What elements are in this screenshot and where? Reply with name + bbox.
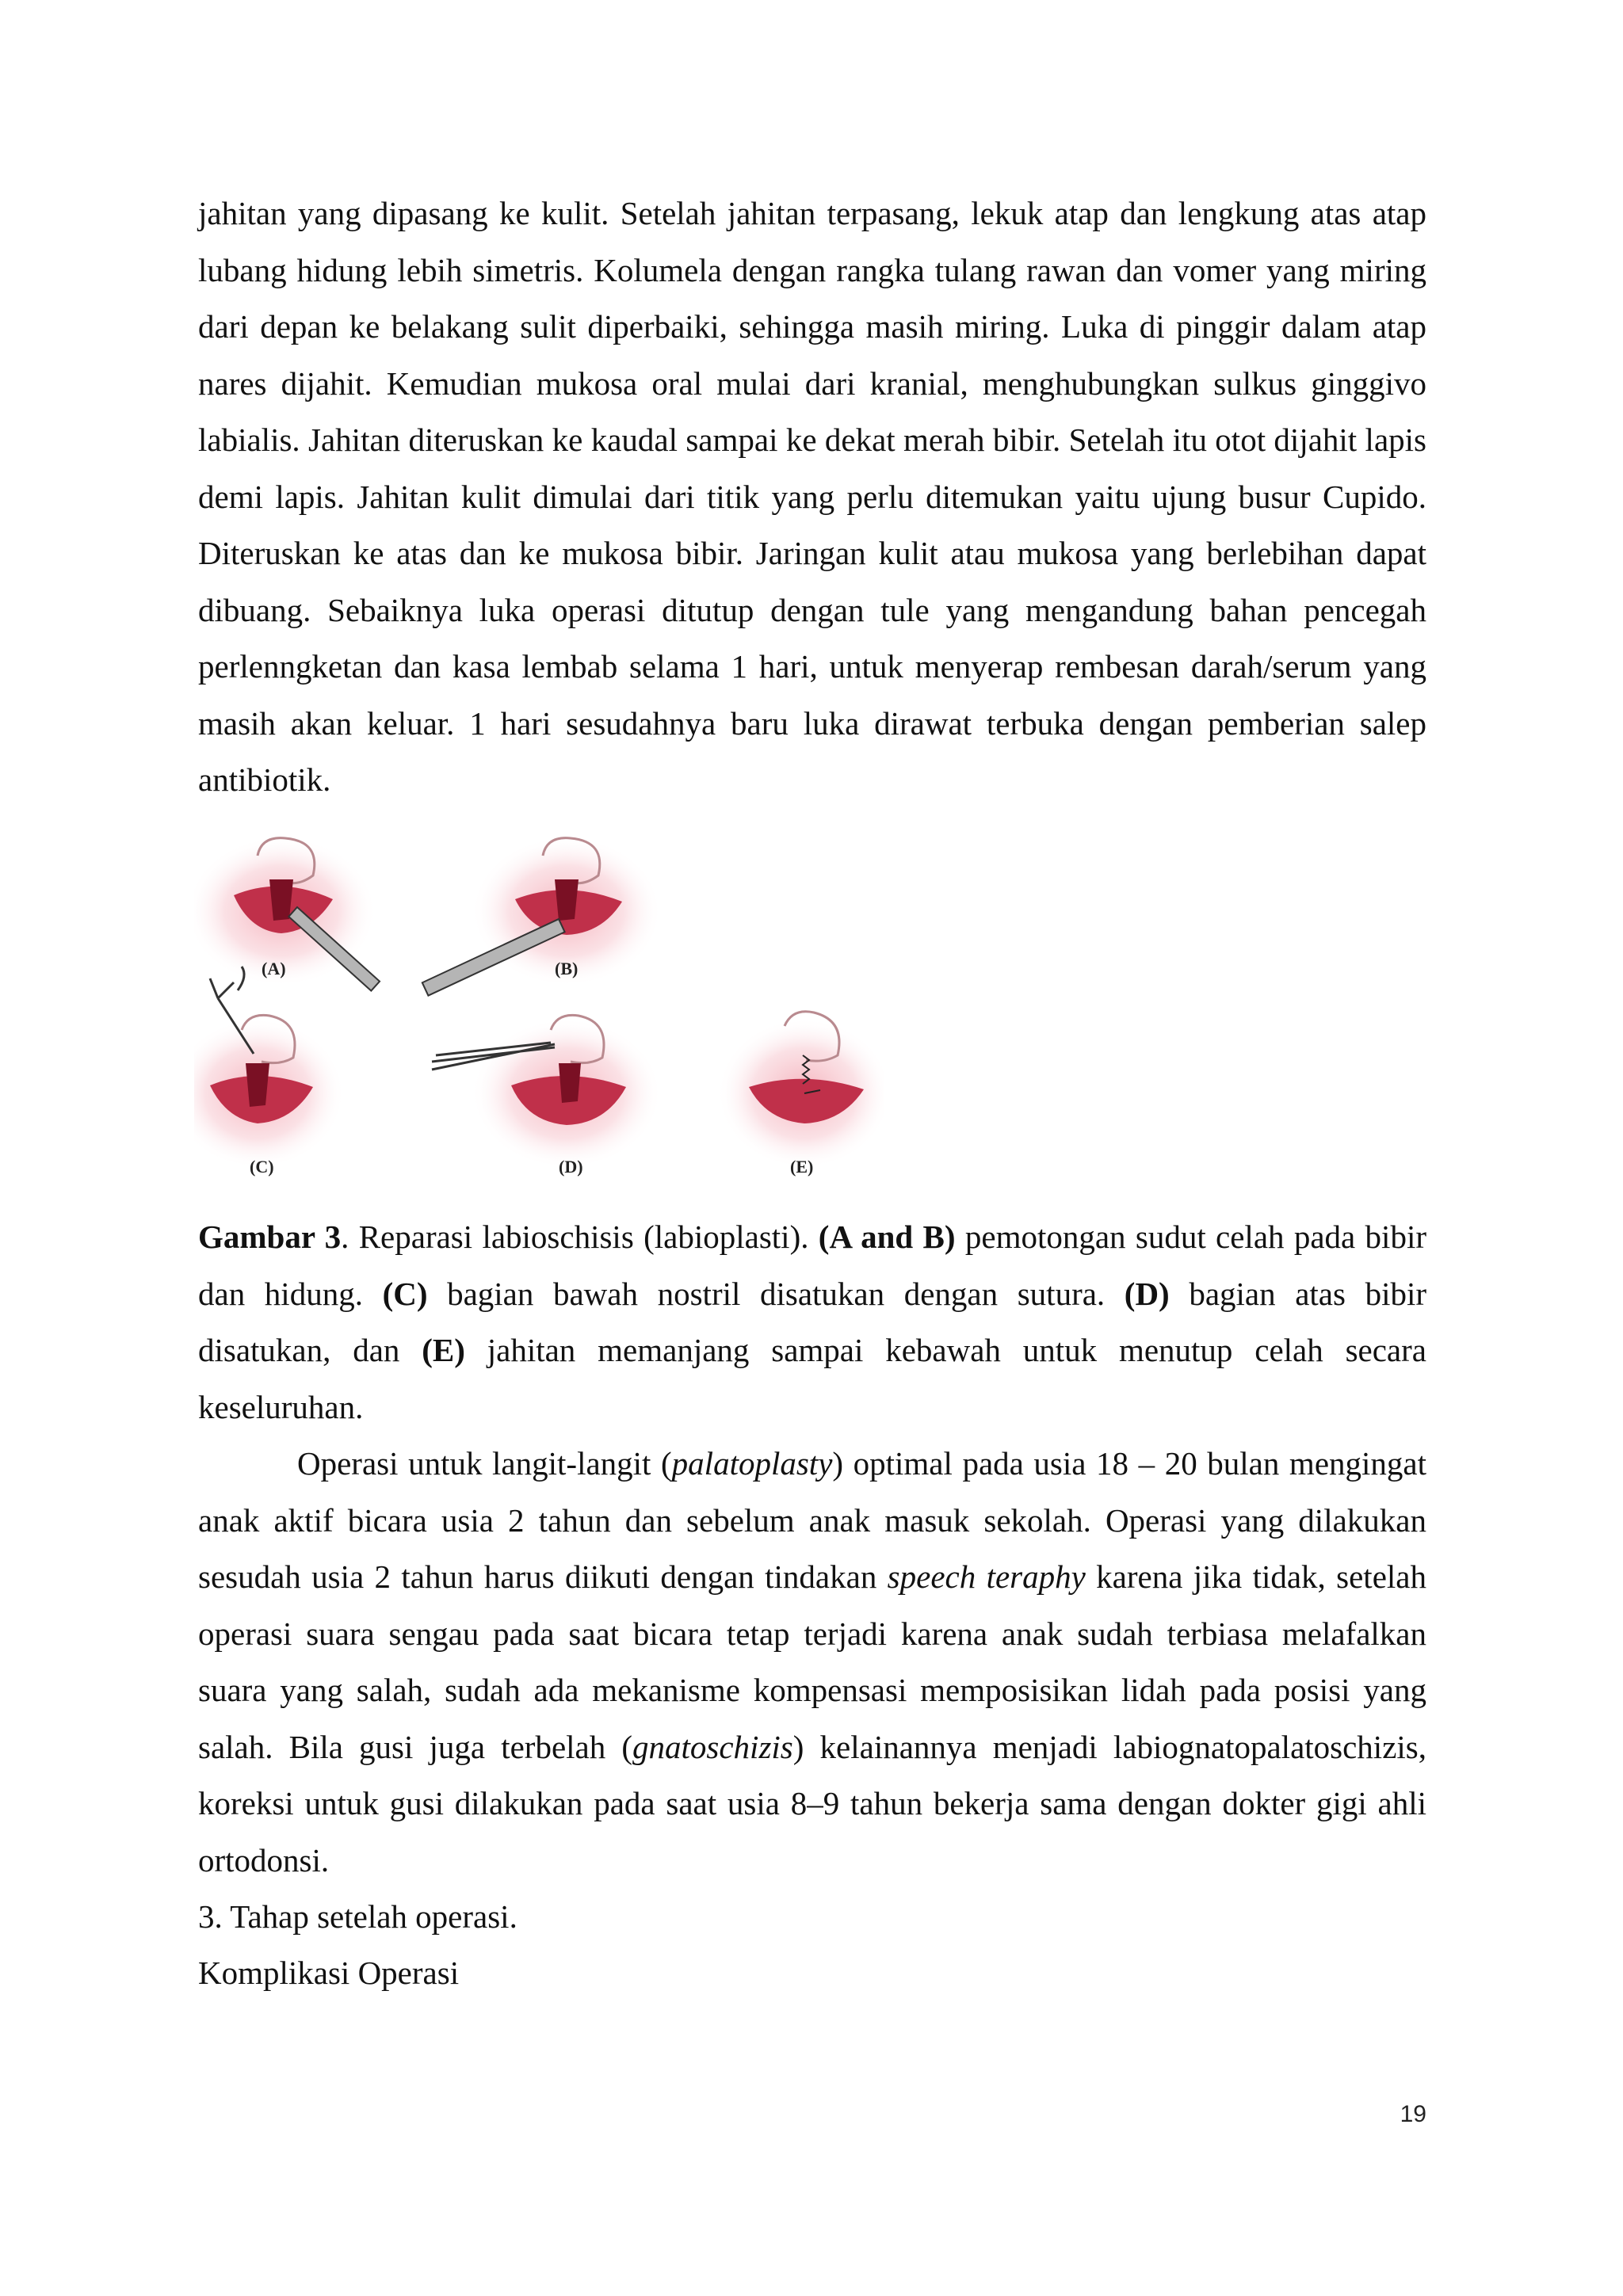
section-heading-step3: 3. Tahap setelah operasi. (198, 1898, 517, 1935)
para2-italic-1: palatoplasty (671, 1445, 833, 1482)
panel-b (422, 836, 662, 996)
para2-text-4: ) kelainannya menjadi labiognatopalatoschizis, koreksi untuk gusi dilakukan pada saat usia 8–9 tahun bekerja sama dengan dokter gigi ahli ortodonsi. (198, 1728, 1426, 1878)
figure-caption (198, 1209, 1426, 1436)
caption-d: (D) (1124, 1275, 1170, 1312)
subheading-komplikasi: Komplikasi Operasi (198, 1955, 460, 1991)
panel-c (194, 967, 345, 1177)
panel-label-d: (D) (559, 1157, 583, 1177)
body-paragraph-1: jahitan yang dipasang ke kulit. Setelah jahitan terpasang, lekuk atap dan lengkung atas atap lubang hidung lebih simetris. Kolumela dengan rangka tulang rawan dan vomer yang miring dari depan ke belakang sulit diperbaiki, sehingga masih miring. Luka di pinggir dalam atap nares dijahit. Kemudian mukosa oral mulai dari kranial, menghubungkan sulkus ginggivo labialis. Jahitan diteruskan ke kaudal sampai ke dekat merah bibir. Setelah itu otot dijahit lapis demi lapis. Jahitan kulit dimulai dari titik yang perlu ditemukan yaitu ujung busur Cupido. Diteruskan ke atas dan ke mukosa bibir. Jaringan kulit atau mukosa yang berlebihan dapat dibuang. Sebaiknya luka operasi ditutup dengan tule yang mengandung bahan pencegah perlenngketan dan kasa lembab selama 1 hari, untuk menyerap rembesan darah/serum yang masih akan keluar. 1 hari sesudahnya baru luka dirawat terbuka dengan pemberian salep antibiotik. (198, 195, 1426, 798)
panel-a (194, 836, 380, 991)
caption-e: (E) (422, 1332, 465, 1368)
para2-text-3: karena jika tidak, setelah operasi suara sengau pada saat bicara tetap terjadi karena anak sudah terbiasa melafalkan suara yang salah, sudah ada mekanisme kompensasi memposisikan lidah pada posisi yang salah. Bila gusi juga terbelah ( (198, 1558, 1426, 1765)
panel-label-e: (E) (790, 1157, 814, 1177)
para2-italic-3: gnatoschizis (632, 1728, 793, 1765)
labioplasty-figure (194, 832, 884, 1196)
caption-figure-label: Gambar 3 (198, 1219, 342, 1255)
caption-c: (C) (382, 1275, 428, 1312)
caption-text-3: bagian bawah nostril disatukan dengan sutura. (427, 1275, 1125, 1312)
para2-text-2: ) optimal pada usia 18 – 20 bulan mengingat anak aktif bicara usia 2 tahun dan sebelum anak masuk sekolah. Operasi yang dilakukan sesudah usia 2 tahun harus diikuti dengan tindakan (198, 1445, 1426, 1595)
caption-text-4: bagian atas bibir disatukan, dan (198, 1275, 1427, 1368)
panel-label-b: (B) (555, 959, 579, 978)
caption-text-2: pemotongan sudut celah pada bibir dan hidung. (198, 1219, 1426, 1312)
para2-text-1: Operasi untuk langit-langit ( (297, 1445, 672, 1482)
body-paragraph-2 (198, 1436, 1426, 1889)
panel-d (432, 1015, 662, 1177)
page-number: 19 (1400, 2101, 1426, 2127)
para2-italic-2: speech teraphy (887, 1558, 1086, 1595)
caption-ab: (A and B) (818, 1219, 956, 1255)
panel-label-c: (C) (250, 1157, 274, 1177)
caption-text-5: jahitan memanjang sampai kebawah untuk menutup celah secara keseluruhan. (198, 1332, 1426, 1425)
panel-label-a: (A) (262, 959, 286, 978)
caption-text-1: . Reparasi labioschisis (labioplasti). (341, 1219, 819, 1255)
panel-e (717, 1012, 884, 1177)
